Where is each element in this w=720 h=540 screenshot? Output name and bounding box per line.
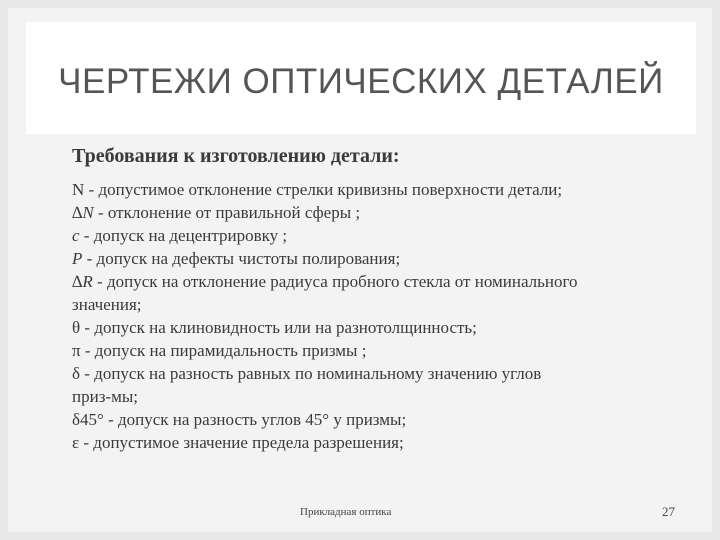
item-text: - допуск на разность равных по номинальному значению углов <box>80 364 542 383</box>
slide-title: ЧЕРТЕЖИ ОПТИЧЕСКИХ ДЕТАЛЕЙ <box>58 62 664 101</box>
item-text: значения; <box>72 295 142 314</box>
list-item-continuation <box>72 293 692 316</box>
item-text: - допустимое значение предела разрешения; <box>79 433 404 452</box>
section-heading: Требования к изготовлению детали: <box>72 145 400 167</box>
list-item <box>72 270 692 293</box>
item-text: - допуск на пирамидальность призмы ; <box>80 341 367 360</box>
symbol: ∆R <box>72 272 93 291</box>
list-item <box>72 247 692 270</box>
item-text: - допуск на разность углов 45° у призмы; <box>103 410 407 429</box>
page-number: 27 <box>662 504 675 519</box>
item-text: приз-мы; <box>72 387 138 406</box>
item-text: - отклонение от правильной сферы ; <box>93 203 361 222</box>
title-box <box>26 22 696 134</box>
item-text: - допуск на дефекты чистоты полирования; <box>82 249 401 268</box>
symbol: δ <box>72 364 81 383</box>
symbol: P <box>72 249 83 268</box>
item-text: - допуск на клиновидность или на разнотолщинность; <box>80 318 477 337</box>
symbol: ∆N <box>72 203 94 222</box>
footer-text: Прикладная оптика <box>300 506 392 518</box>
requirements-list <box>72 178 692 454</box>
symbol: c <box>72 226 80 245</box>
symbol: π <box>72 341 81 360</box>
symbol: θ <box>72 318 81 337</box>
list-item-continuation <box>72 385 692 408</box>
list-item <box>72 224 692 247</box>
item-text: - допуск на отклонение радиуса пробного стекла от номинального <box>92 272 578 291</box>
list-item <box>72 339 692 362</box>
symbol: N <box>72 180 85 199</box>
list-item <box>72 362 692 385</box>
list-item <box>72 316 692 339</box>
item-text: - допустимое отклонение стрелки кривизны поверхности детали; <box>84 180 563 199</box>
symbol: δ45° <box>72 410 104 429</box>
item-text: - допуск на децентрировку ; <box>79 226 288 245</box>
list-item <box>72 408 692 431</box>
list-item <box>72 178 692 201</box>
symbol: ε <box>72 433 80 452</box>
list-item <box>72 201 692 224</box>
list-item <box>72 431 692 454</box>
